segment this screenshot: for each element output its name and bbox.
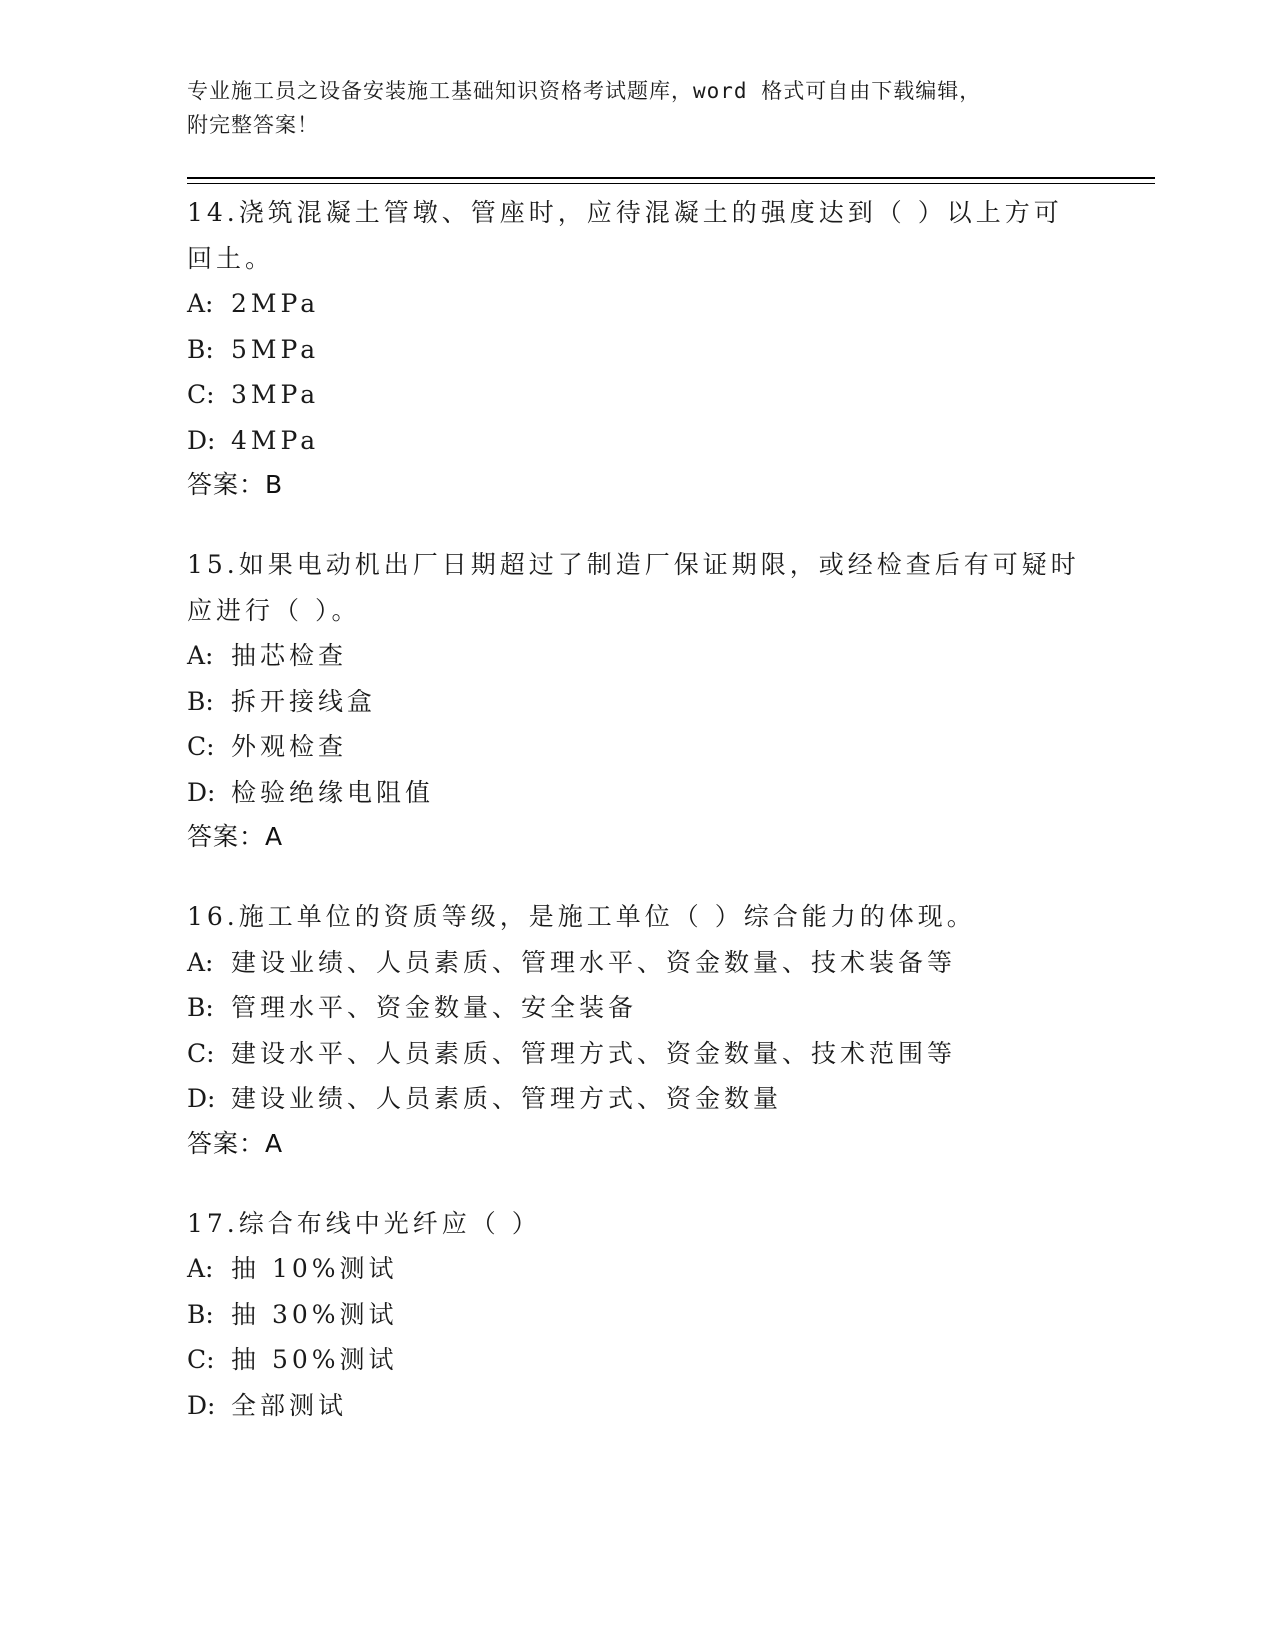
question-stem: 17.综合布线中光纤应（ ）	[187, 1208, 541, 1238]
option-letter: D:	[187, 1084, 216, 1113]
option-d	[187, 770, 1087, 816]
question-17	[187, 1201, 1087, 1429]
option-text: 检验绝缘电阻值	[231, 777, 435, 807]
question-stem-continued: 回土。	[187, 243, 275, 273]
option-d	[187, 1076, 1087, 1122]
option-text: 抽 10%测试	[231, 1254, 398, 1283]
option-text: 外观检查	[231, 732, 348, 761]
answer-line: 答案：A	[187, 822, 284, 851]
option-text: 5MPa	[231, 334, 320, 364]
option-d	[187, 1383, 1087, 1429]
option-c	[187, 1337, 1087, 1383]
question-stem-continued: 应进行（ ）。	[187, 595, 361, 625]
option-text: 抽芯检查	[231, 641, 348, 670]
option-text: 2MPa	[231, 289, 320, 318]
option-text: 建设水平、人员素质、管理方式、资金数量、技术范围等	[231, 1038, 957, 1068]
option-b	[187, 985, 1087, 1031]
option-letter: B:	[187, 334, 214, 364]
option-text: 拆开接线盒	[231, 686, 377, 716]
option-letter: C:	[187, 732, 215, 761]
header-rule-thick	[187, 177, 1155, 179]
option-letter: D:	[187, 425, 216, 455]
header-rule-thin	[187, 183, 1155, 184]
option-text: 建设业绩、人员素质、管理方式、资金数量	[231, 1084, 783, 1113]
question-15	[187, 542, 1087, 859]
option-b	[187, 327, 1087, 373]
question-16	[187, 894, 1087, 1166]
option-a	[187, 940, 1087, 986]
answer-line: 答案：B	[187, 470, 284, 499]
option-a	[187, 633, 1087, 679]
option-text: 抽 30%测试	[231, 1299, 398, 1329]
option-letter: D:	[187, 1390, 216, 1420]
option-c	[187, 1031, 1087, 1077]
option-letter: C:	[187, 1345, 215, 1374]
option-text: 4MPa	[231, 425, 320, 455]
option-letter: A:	[187, 1254, 214, 1283]
answer-line: 答案：A	[187, 1128, 284, 1158]
option-d	[187, 418, 1087, 464]
option-b	[187, 1292, 1087, 1338]
option-text: 抽 50%测试	[231, 1345, 398, 1374]
header-line-2: 附完整答案！	[187, 113, 319, 137]
option-letter: B:	[187, 1299, 214, 1329]
document-header	[187, 74, 1067, 142]
question-list	[187, 190, 1087, 1463]
option-letter: D:	[187, 777, 216, 807]
header-line-1: 专业施工员之设备安装施工基础知识资格考试题库，word 格式可自由下载编辑，	[187, 79, 982, 103]
question-stem: 16.施工单位的资质等级，是施工单位（ ）综合能力的体现。	[187, 902, 976, 931]
option-letter: A:	[187, 289, 214, 318]
option-b	[187, 679, 1087, 725]
option-letter: C:	[187, 380, 215, 409]
option-letter: C:	[187, 1038, 215, 1068]
option-c	[187, 724, 1087, 770]
option-letter: B:	[187, 993, 214, 1022]
option-text: 3MPa	[231, 380, 320, 409]
question-stem: 14.浇筑混凝土管墩、管座时，应待混凝土的强度达到（ ）以上方可	[187, 198, 1063, 227]
option-a	[187, 281, 1087, 327]
option-letter: B:	[187, 686, 214, 716]
option-text: 管理水平、资金数量、安全装备	[231, 993, 638, 1022]
option-c	[187, 372, 1087, 418]
question-stem: 15.如果电动机出厂日期超过了制造厂保证期限，或经检查后有可疑时	[187, 550, 1080, 579]
option-a	[187, 1246, 1087, 1292]
option-letter: A:	[187, 947, 214, 977]
option-letter: A:	[187, 641, 214, 670]
question-14	[187, 190, 1087, 507]
option-text: 建设业绩、人员素质、管理水平、资金数量、技术装备等	[231, 947, 957, 977]
option-text: 全部测试	[231, 1390, 348, 1420]
